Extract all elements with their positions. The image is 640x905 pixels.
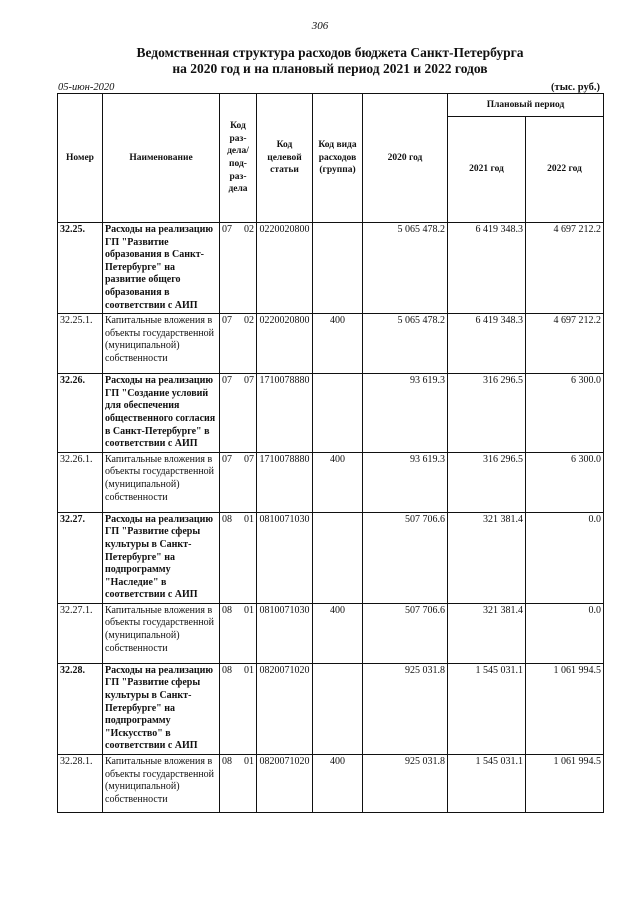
row-name: Расходы на реализацию ГП "Развитие сферы культуры в Санкт-Петербурге" на подпрограмму "Наследие" в соответствии с АИП (103, 512, 220, 603)
row-rz: 07 (222, 224, 232, 235)
row-pr: 02 (244, 224, 254, 235)
table-row (58, 374, 604, 453)
row-razdel (220, 755, 257, 813)
row-rz: 07 (222, 453, 232, 465)
row-name: Капитальные вложения в объекты государственной (муниципальной) собственности (103, 603, 220, 663)
row-tselevoy: 0820071020 (257, 663, 313, 754)
row-name: Капитальные вложения в объекты государственной (муниципальной) собственности (103, 755, 220, 813)
row-razdel (220, 452, 257, 512)
row-2022: 6 300.0 (526, 374, 604, 453)
row-razdel (220, 663, 257, 754)
row-number: 32.25. (58, 223, 103, 314)
row-2020: 507 706.6 (363, 603, 448, 663)
title-line-2: на 2020 год и на плановый период 2021 и 2022 годов (172, 61, 488, 76)
row-2021: 321 381.4 (448, 512, 526, 603)
row-2021: 1 545 031.1 (448, 663, 526, 754)
header-vid: Код вида расходов (группа) (313, 94, 363, 223)
row-number: 32.26. (58, 374, 103, 453)
row-rz: 08 (222, 756, 232, 768)
row-2022: 0.0 (526, 603, 604, 663)
table-row (58, 223, 604, 314)
row-2020: 93 619.3 (363, 452, 448, 512)
page-number: 306 (311, 20, 329, 32)
row-2021: 1 545 031.1 (448, 755, 526, 813)
row-pr: 07 (244, 375, 254, 387)
row-2020: 925 031.8 (363, 755, 448, 813)
row-razdel (220, 374, 257, 453)
row-name: Капитальные вложения в объекты государственной (муниципальной) собственности (103, 314, 220, 374)
row-2021: 6 419 348.3 (448, 314, 526, 374)
header-row (58, 94, 604, 117)
header-name: Наименование (103, 94, 220, 223)
row-name: Расходы на реализацию ГП "Развитие образования в Санкт-Петербурге" на развитие общего образования в соответствии с АИП (103, 223, 220, 314)
row-2022: 6 300.0 (526, 452, 604, 512)
row-rz: 08 (222, 513, 232, 525)
row-vid (313, 374, 363, 453)
row-pr: 01 (244, 756, 254, 768)
header-2021: 2021 год (448, 117, 526, 223)
row-2022: 4 697 212.2 (526, 223, 604, 314)
row-number: 32.28.1. (58, 755, 103, 813)
row-vid: 400 (313, 314, 363, 374)
table-row (58, 452, 604, 512)
header-planned-period: Плановый период (448, 94, 604, 117)
table-row (58, 663, 604, 754)
row-pr: 02 (244, 315, 254, 327)
row-tselevoy: 1710078880 (257, 452, 313, 512)
row-number: 32.26.1. (58, 452, 103, 512)
row-rz: 08 (222, 664, 232, 676)
row-tselevoy: 0810071030 (257, 512, 313, 603)
header-razdel: Код раз-дела/ под-раз-дела (220, 94, 257, 223)
row-tselevoy: 0810071030 (257, 603, 313, 663)
row-name: Расходы на реализацию ГП "Развитие сферы культуры в Санкт-Петербурге" на подпрограмму "Искусство" в соответствии с АИП (103, 663, 220, 754)
row-pr: 07 (244, 453, 254, 465)
row-razdel (220, 314, 257, 374)
title-line-1: Ведомственная структура расходов бюджета Санкт-Петербурга (136, 45, 524, 60)
table-row (58, 314, 604, 374)
units-label: (тыс. руб.) (551, 82, 600, 93)
row-number: 32.25.1. (58, 314, 103, 374)
document-date: 05-июн-2020 (58, 82, 115, 93)
table-row (58, 512, 604, 603)
row-vid (313, 223, 363, 314)
row-2020: 507 706.6 (363, 512, 448, 603)
row-vid: 400 (313, 452, 363, 512)
row-vid (313, 663, 363, 754)
row-tselevoy: 1710078880 (257, 374, 313, 453)
row-vid: 400 (313, 603, 363, 663)
header-2020: 2020 год (363, 94, 448, 223)
row-name: Расходы на реализацию ГП "Создание условий для обеспечения общественного согласия в Санкт-Петербурге" в соответствии с АИП (103, 374, 220, 453)
row-name: Капитальные вложения в объекты государственной (муниципальной) собственности (103, 452, 220, 512)
row-tselevoy: 0220020800 (257, 314, 313, 374)
row-2021: 316 296.5 (448, 374, 526, 453)
row-tselevoy: 0820071020 (257, 755, 313, 813)
row-number: 32.28. (58, 663, 103, 754)
row-pr: 01 (244, 513, 254, 525)
row-2022: 1 061 994.5 (526, 755, 604, 813)
row-vid (313, 512, 363, 603)
row-rz: 07 (222, 375, 232, 387)
header-tselevoy: Код целевой статьи (257, 94, 313, 223)
table-row (58, 755, 604, 813)
row-2020: 5 065 478.2 (363, 314, 448, 374)
row-vid: 400 (313, 755, 363, 813)
row-razdel (220, 603, 257, 663)
row-pr: 01 (244, 664, 254, 676)
table-body (58, 223, 604, 813)
row-pr: 01 (244, 604, 254, 616)
row-2022: 0.0 (526, 512, 604, 603)
row-2021: 321 381.4 (448, 603, 526, 663)
row-2021: 316 296.5 (448, 452, 526, 512)
row-2020: 5 065 478.2 (363, 223, 448, 314)
row-rz: 07 (222, 315, 232, 327)
row-2020: 925 031.8 (363, 663, 448, 754)
table-row (58, 603, 604, 663)
row-tselevoy: 0220020800 (257, 223, 313, 314)
budget-table (57, 93, 604, 813)
row-number: 32.27. (58, 512, 103, 603)
row-2022: 4 697 212.2 (526, 314, 604, 374)
row-2022: 1 061 994.5 (526, 663, 604, 754)
row-2020: 93 619.3 (363, 374, 448, 453)
document-title (40, 45, 620, 77)
row-number: 32.27.1. (58, 603, 103, 663)
row-2021: 6 419 348.3 (448, 223, 526, 314)
header-number: Номер (58, 94, 103, 223)
row-razdel (220, 223, 257, 314)
header-2022: 2022 год (526, 117, 604, 223)
row-razdel (220, 512, 257, 603)
row-rz: 08 (222, 604, 232, 616)
